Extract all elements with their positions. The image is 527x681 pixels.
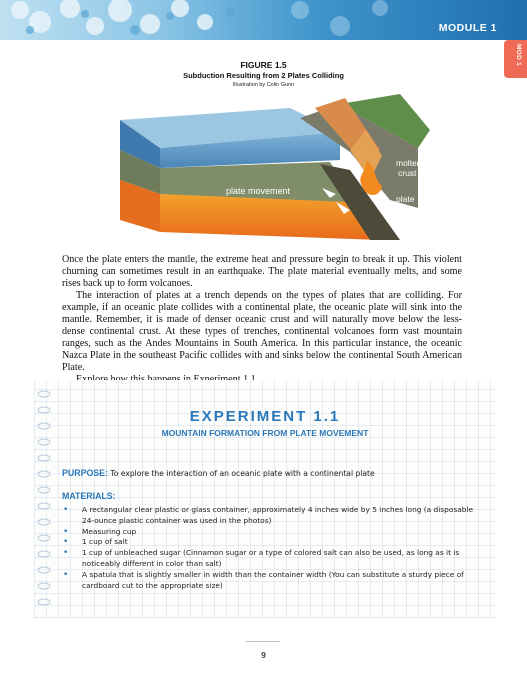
experiment-subtitle: MOUNTAIN FORMATION FROM PLATE MOVEMENT: [161, 428, 369, 438]
paragraph-1: Once the plate enters the mantle, the extreme heat and pressure begin to break it up. This violent churning can sometimes result in an earthquake. The plate material eventually melts, and some rises back up to form volcanoes.: [62, 254, 462, 289]
material-text: 1 cup of salt: [82, 537, 128, 547]
material-text: 1 cup of unbleached sugar (Cinnamon sugar or a type of colored salt can also be used, as long as it is noticeably different in color than salt): [82, 548, 460, 568]
label-plate-movement-left: plate movement: [226, 186, 291, 196]
list-item: [62, 537, 482, 548]
page-number: 9: [261, 650, 266, 660]
list-item: [62, 505, 482, 527]
list-item: [62, 548, 482, 570]
figure-title: FIGURE 1.5: [240, 60, 287, 70]
label-plate: plate: [396, 194, 415, 204]
figure-subtitle: Subduction Resulting from 2 Plates Colliding: [183, 71, 344, 80]
header-banner: [0, 0, 527, 40]
body-text: [62, 254, 462, 386]
purpose-label: PURPOSE:: [62, 468, 108, 478]
materials-label: MATERIALS:: [62, 491, 116, 501]
experiment-title: EXPERIMENT 1.1: [189, 408, 341, 425]
purpose-line: [62, 468, 375, 478]
material-text: Measuring cup: [82, 526, 137, 536]
label-molten: molten: [396, 158, 422, 168]
bullet-icon: •: [63, 505, 69, 515]
material-text: A rectangular clear plastic or glass container, approximately 4 inches wide by 5 inches long (a disposable 24-ounce plastic container was used in the photos): [82, 505, 474, 525]
experiment-box: [34, 380, 496, 618]
subduction-illustration: [100, 90, 430, 250]
list-item: [62, 527, 482, 538]
list-item: [62, 570, 482, 592]
bullet-icon: •: [63, 569, 69, 580]
label-movement: movement: [386, 204, 426, 214]
side-tab-label: MOD 1: [515, 44, 522, 67]
material-text: A spatula that is slightly smaller in width than the container width (You can substitute a sturdy piece of cardboard cut to the appropriate size): [82, 569, 464, 590]
label-crust: crust: [398, 168, 417, 178]
module-label: MODULE 1: [438, 22, 497, 34]
bullet-icon: •: [63, 526, 69, 537]
materials-list: [62, 505, 482, 591]
paragraph-2: The interaction of plates at a trench depends on the types of plates that are colliding. For example, if an oceanic plate collides with a continental plate, the oceanic plate will sink into the mantle. Remember, it is made of denser oceanic crust and will naturally move below the less-dense continental crust. At these types of trenches, continental volcanoes form vast mountain ranges, such as the Andes Mountains in South America. In this particular instance, the oceanic Nazca Plate in the southeast Pacific collides with and sinks below the continental South American Plate.: [62, 290, 462, 373]
bullet-icon: •: [63, 548, 69, 559]
footer-divider: [246, 641, 280, 642]
figure-credit: Illustration by Colin Gunn: [232, 82, 295, 88]
purpose-text: To explore the interaction of an oceanic plate with a continental plate: [110, 469, 375, 478]
bullet-icon: •: [63, 537, 69, 548]
coral-decoration-icon: [0, 0, 527, 40]
